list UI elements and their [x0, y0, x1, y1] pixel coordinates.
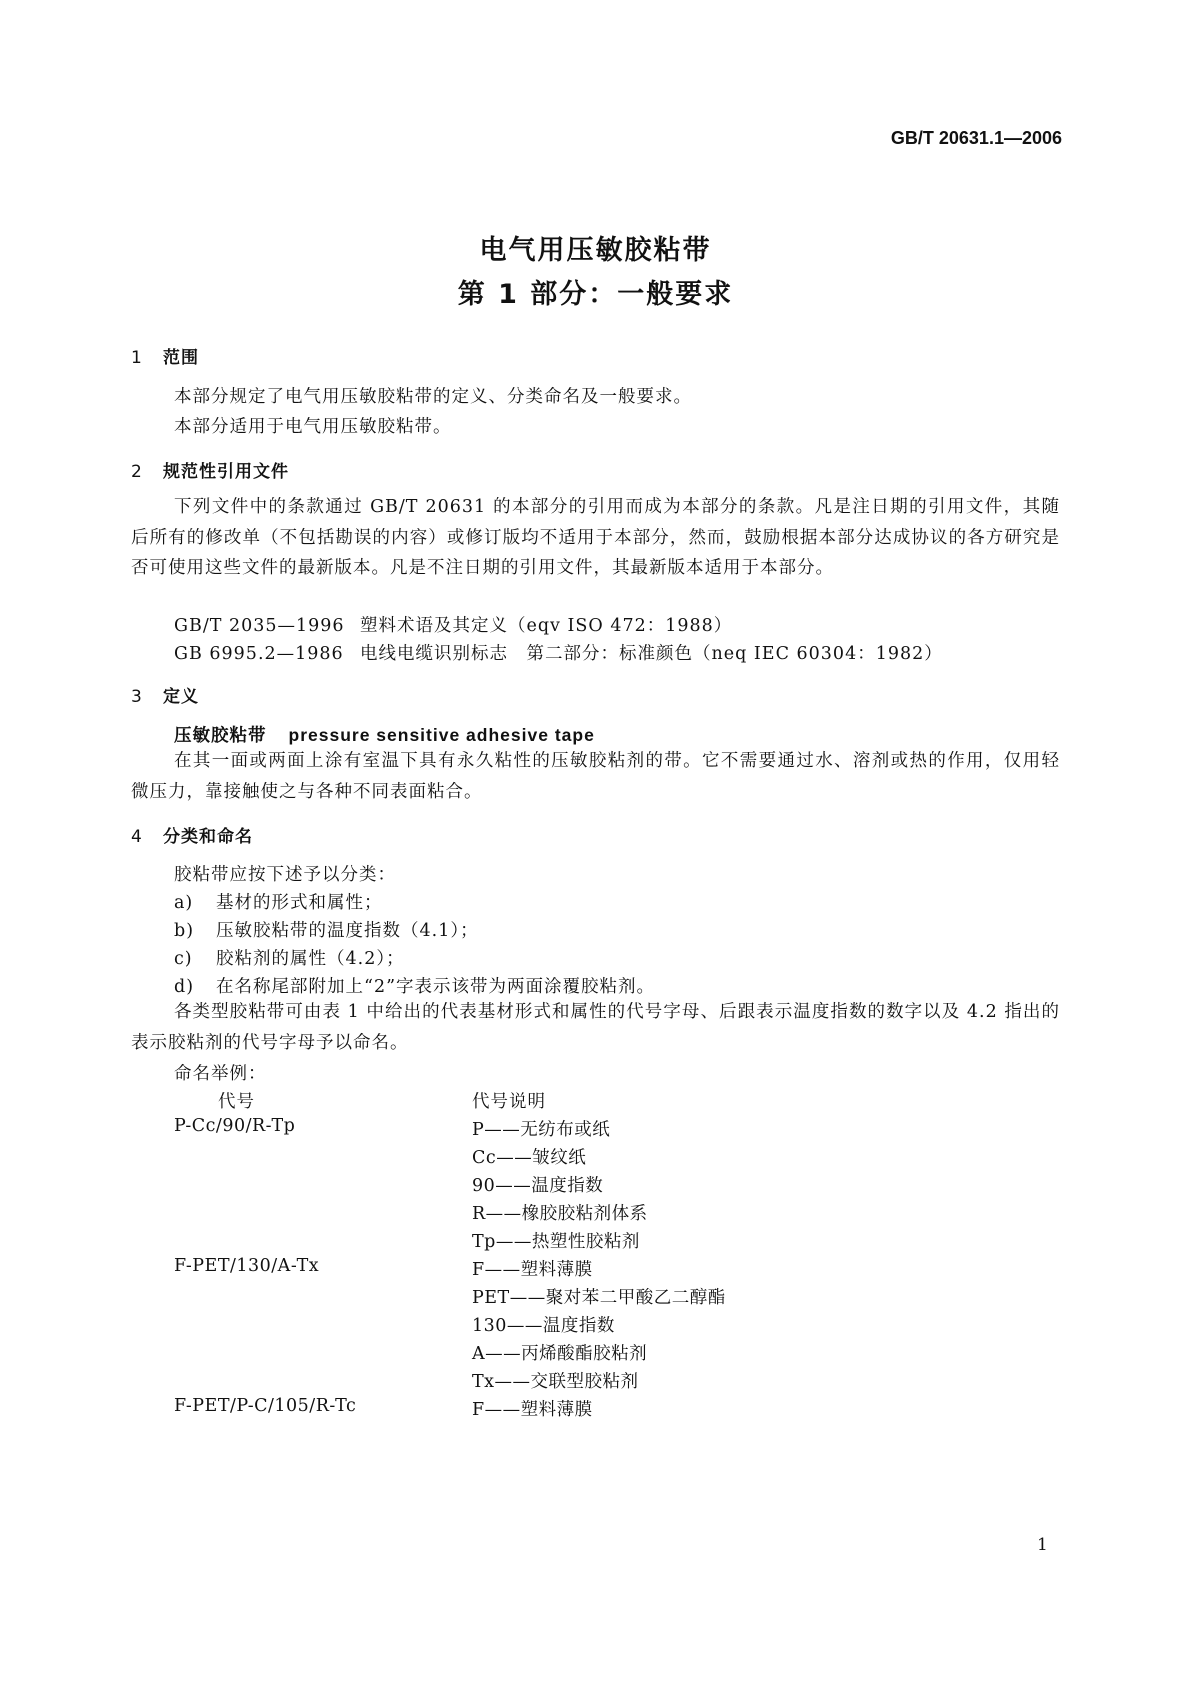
example-description: P——无纺布或纸 — [472, 1120, 611, 1140]
example-label: 命名举例： — [174, 1064, 267, 1084]
list-marker: d) — [174, 977, 195, 997]
list-item — [174, 945, 405, 970]
section-number: 2 — [131, 462, 143, 482]
example-description: F——塑料薄膜 — [472, 1400, 593, 1420]
list-marker: a) — [174, 893, 194, 913]
term-english: pressure sensitive adhesive tape — [288, 725, 595, 745]
section-title: 规范性引用文件 — [163, 462, 289, 482]
section-heading-2 — [131, 457, 289, 482]
section-heading-3 — [131, 682, 199, 707]
page-number: 1 — [1037, 1535, 1048, 1555]
section-number: 1 — [131, 348, 143, 368]
example-code: F-PET/130/A-Tx — [174, 1256, 320, 1276]
list-item-text: 基材的形式和属性； — [216, 893, 383, 913]
section-heading-1 — [131, 343, 199, 368]
normative-refs-paragraph: 下列文件中的条款通过 GB/T 20631 的本部分的引用而成为本部分的条款。凡是注日期的引用文件，其随后所有的修改单（不包括勘误的内容）或修订版均不适用于本部分，然而，鼓励根据本部分达成协议的各方研究是否可使用这些文件的最新版本。凡是不注日期的引用文件，其最新版本适用于本部分。 — [131, 497, 1060, 578]
document-title: 电气用压敏胶粘带 — [479, 235, 712, 266]
section-heading-4 — [131, 822, 253, 847]
column-header-description: 代号说明 — [472, 1092, 546, 1112]
column-header-code: 代号 — [218, 1092, 255, 1112]
section-number: 4 — [131, 827, 143, 847]
example-description: A——丙烯酸酯胶粘剂 — [472, 1344, 648, 1364]
list-item-text: 胶粘剂的属性（4.2）； — [216, 949, 405, 969]
example-description: Tx——交联型胶粘剂 — [472, 1372, 639, 1392]
reference-item — [174, 640, 943, 665]
document-subtitle: 第 1 部分：一般要求 — [457, 279, 734, 310]
definition-paragraph: 在其一面或两面上涂有室温下具有永久粘性的压敏胶粘剂的带。它不需要通过水、溶剂或热的作用，仅用轻微压力，靠接触使之与各种不同表面粘合。 — [131, 751, 1060, 802]
classification-intro: 胶粘带应按下述予以分类： — [174, 865, 396, 885]
example-description: 130——温度指数 — [472, 1316, 615, 1336]
list-item — [174, 973, 655, 998]
reference-code: GB 6995.2—1986 — [174, 644, 344, 664]
list-marker: c) — [174, 949, 193, 969]
example-description: 90——温度指数 — [472, 1176, 604, 1196]
naming-paragraph: 各类型胶粘带可由表 1 中给出的代表基材形式和属性的代号字母、后跟表示温度指数的数字以及 4.2 指出的表示胶粘剂的代号字母予以命名。 — [131, 1002, 1060, 1053]
reference-code: GB/T 2035—1996 — [174, 616, 345, 636]
term-line — [174, 722, 595, 747]
section-title: 分类和命名 — [163, 827, 253, 847]
list-item-text: 在名称尾部附加上“2”字表示该带为两面涂覆胶粘剂。 — [216, 977, 656, 997]
reference-text: 塑料术语及其定义（eqv ISO 472：1988） — [360, 616, 733, 636]
list-marker: b) — [174, 921, 195, 941]
example-code: F-PET/P-C/105/R-Tc — [174, 1396, 357, 1416]
term-chinese: 压敏胶粘带 — [174, 726, 267, 746]
example-description: Cc——皱纹纸 — [472, 1148, 587, 1168]
section-title: 范围 — [163, 348, 199, 368]
list-item — [174, 889, 383, 914]
section-title: 定义 — [163, 687, 199, 707]
reference-text: 电线电缆识别标志 第二部分：标准颜色（neq IEC 60304：1982） — [360, 644, 943, 664]
example-description: PET——聚对苯二甲酸乙二醇酯 — [472, 1288, 726, 1308]
reference-item — [174, 612, 732, 637]
example-code: P-Cc/90/R-Tp — [174, 1116, 296, 1136]
scope-line: 本部分规定了电气用压敏胶粘带的定义、分类命名及一般要求。 — [174, 387, 692, 407]
example-description: Tp——热塑性胶粘剂 — [472, 1232, 640, 1252]
example-description: F——塑料薄膜 — [472, 1260, 593, 1280]
section-number: 3 — [131, 687, 143, 707]
list-item-text: 压敏胶粘带的温度指数（4.1）； — [216, 921, 479, 941]
standard-number: GB/T 20631.1—2006 — [890, 128, 1062, 148]
scope-line: 本部分适用于电气用压敏胶粘带。 — [174, 417, 452, 437]
list-item — [174, 917, 479, 942]
example-description: R——橡胶胶粘剂体系 — [472, 1204, 648, 1224]
